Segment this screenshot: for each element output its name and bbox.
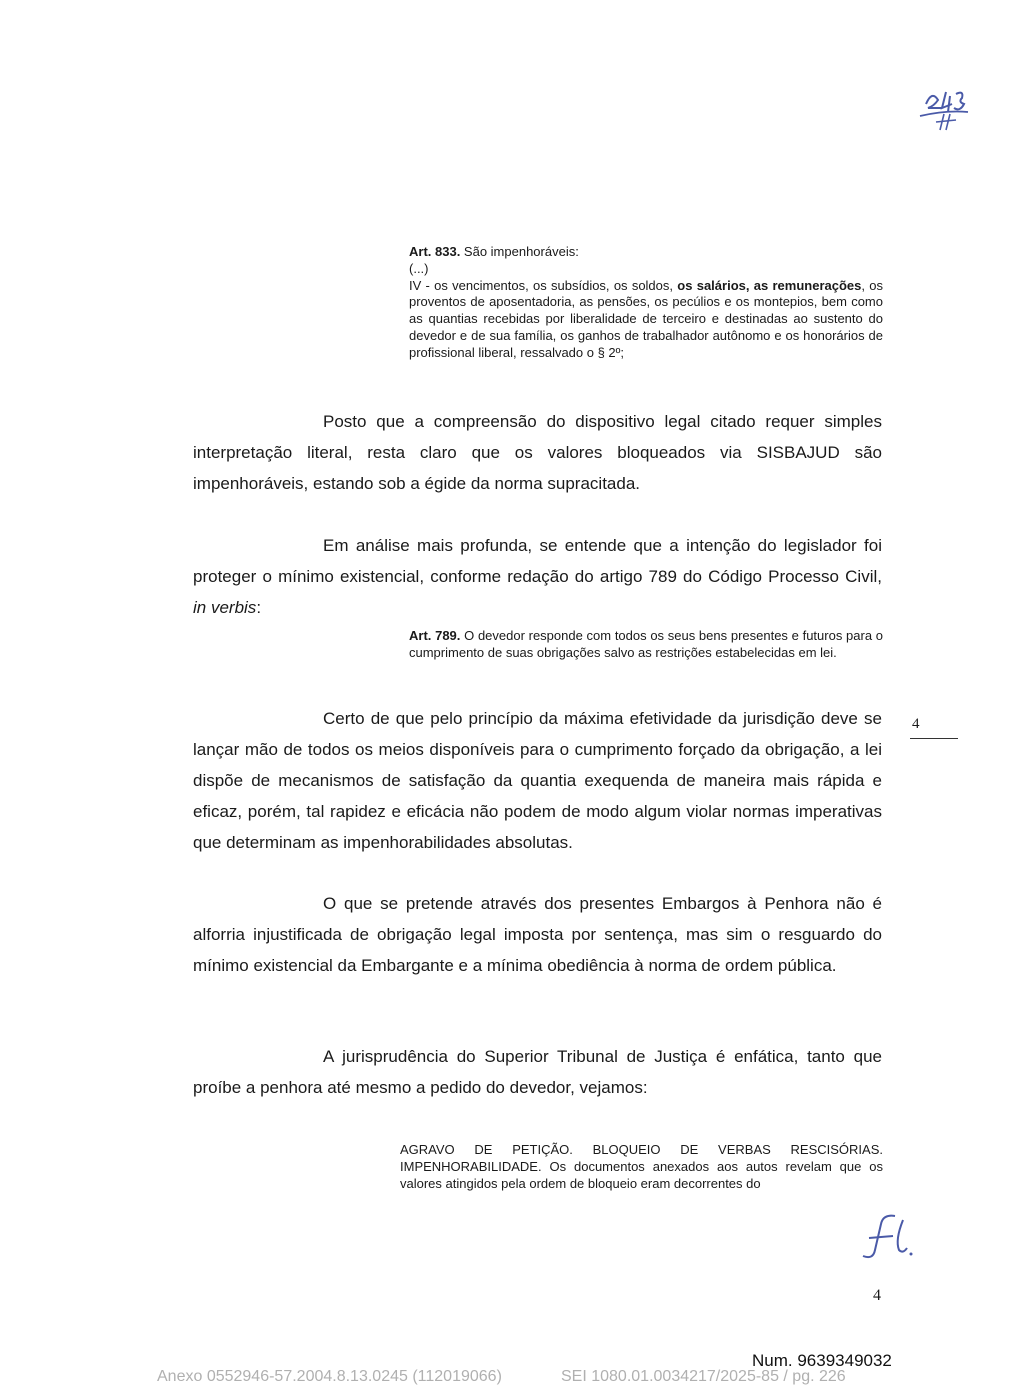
quote-art-833 [409, 244, 883, 362]
art-833-text-b: , os proventos de aposentadoria, as pensões, os pecúlios e os montepios, bem como as quantias recebidas por liberalidade de terceiro e destinadas ao sustento do devedor e de sua família, os ganhos de trabalhador autônomo e os honorários de profissional liberal, ressalvado o § 2º; [409, 277, 883, 360]
paragraph-2 [193, 530, 882, 623]
art-833-text-a: IV - os vencimentos, os subsídios, os soldos, [409, 277, 678, 293]
paragraph-3-text: Certo de que pelo princípio da máxima efetividade da jurisdição deve se lançar mão de todos os meios disponíveis para o cumprimento forçado da obrigação, a lei dispõe de mecanismos de satisfação da quantia exequenda de maneira mais rápida e eficaz, porém, tal rapidez e eficácia não podem de modo algum violar normas imperativas que determinam as impenhorabilidades absolutas. [193, 709, 882, 852]
handwritten-signature [855, 1210, 915, 1265]
side-divider [910, 738, 958, 739]
paragraph-5 [193, 1041, 882, 1103]
art-833-title-rest: São impenhoráveis: [460, 244, 579, 259]
paragraph-5-text: A jurisprudência do Superior Tribunal de Justiça é enfática, tanto que proíbe a penhora até mesmo a pedido do devedor, vejamos: [193, 1047, 882, 1097]
art-833-ellipsis: (...) [409, 260, 429, 276]
paragraph-2-end: : [256, 598, 262, 617]
paragraph-1 [193, 406, 882, 499]
paragraph-3 [193, 703, 882, 858]
quote-agravo: AGRAVO DE PETIÇÃO. BLOQUEIO DE VERBAS RESCISÓRIAS. IMPENHORABILIDADE. Os documentos anexados aos autos revelam que os valores atingidos pela ordem de bloqueio eram decorrentes do [400, 1142, 883, 1191]
handwritten-folio-mark [918, 82, 978, 132]
paragraph-1-text: Posto que a compreensão do dispositivo legal citado requer simples interpretação literal, resta claro que os valores bloqueados via SISBAJUD são impenhoráveis, estando sob a égide da norma supracitada. [193, 412, 882, 493]
art-833-title: Art. 833. [409, 244, 461, 259]
art-833-text-bold: os salários, as remunerações [677, 277, 862, 293]
paragraph-4 [193, 888, 882, 981]
art-789-text: O devedor responde com todos os seus bens presentes e futuros para o cumprimento de suas obrigações salvo as restrições estabelecidas em lei. [409, 628, 883, 660]
art-789-title: Art. 789. [409, 628, 461, 643]
quote-art-789 [409, 628, 883, 662]
footer-sei-reference: SEI 1080.01.0034217/2025-85 / pg. 226 [561, 1368, 846, 1385]
paragraph-4-text: O que se pretende através dos presentes Embargos à Penhora não é alforria injustificada de obrigação legal imposta por sentença, mas sim o resguardo do mínimo existencial da Embargante e a mínima obediência à norma de ordem pública. [193, 894, 882, 975]
side-page-number: 4 [912, 716, 920, 732]
paragraph-2-text: Em análise mais profunda, se entende que a intenção do legislador foi proteger o mínimo existencial, conforme redação do artigo 789 do Código Processo Civil, [193, 536, 882, 586]
footer-annex-reference: Anexo 0552946-57.2004.8.13.0245 (112019066) [157, 1368, 502, 1385]
document-number: Num. 9639349032 [752, 1351, 892, 1370]
page-number: 4 [873, 1287, 881, 1304]
paragraph-2-italic: in verbis [193, 598, 257, 617]
